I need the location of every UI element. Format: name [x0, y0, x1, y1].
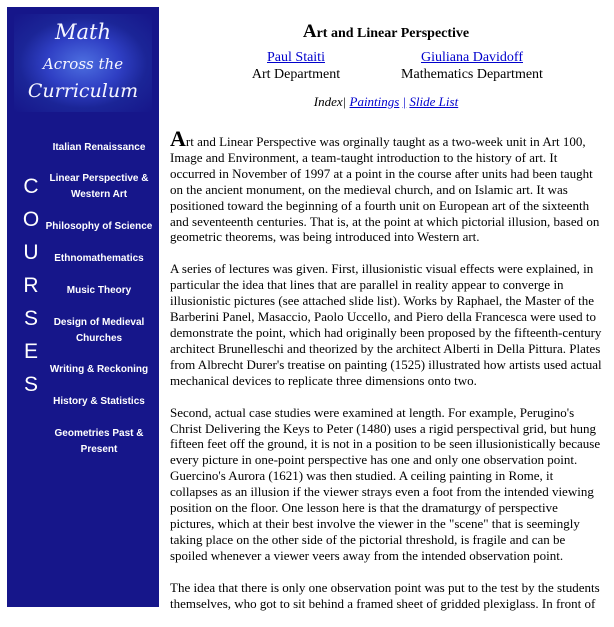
paragraph-4: The idea that there is only one observation point was put to the test by the students themselves, who got to sit behind a framed sheet of gridded plexiglass. In front of — [170, 579, 600, 611]
author-dept: Art Department — [251, 67, 341, 82]
title-initial: A — [302, 21, 317, 42]
author-name-link[interactable]: Paul Staiti — [267, 50, 325, 65]
author-davidoff — [382, 49, 562, 83]
courses-letter: C — [23, 175, 39, 198]
author-name-link[interactable]: Giuliana Davidoff — [421, 50, 523, 65]
nav-separator: | — [342, 94, 347, 109]
sidebar-item-philosophy-of-science[interactable]: Philosophy of Science — [45, 221, 153, 232]
math-across-curriculum-logo[interactable] — [14, 14, 152, 112]
courses-letter: S — [23, 373, 38, 396]
paragraph-3: Second, actual case studies were examined at length. For example, Perugino's Christ Delivering the Keys to Peter (1480) uses a rigid perspectival grid, but hung fifteen feet off the ground, it is not in a position to be seen illusionistically because every picture in one-point perspective has one and only one observation point. Guercino's Aurora (1621) was then studied. A ceiling painting in Rome, it collapses as an illusion if the viewer strays even a foot from the intended viewing position on the floor. One lesson here is that the dramaturgy of perspective pictures, which at their best involve the viewer in the "scene" that is seemingly taking place on the other side of the pictorial threshold, is fragile and can be spoiled whenever a viewer veers away from the intended observation point. — [170, 404, 601, 563]
title-text: rt and Linear Perspective — [316, 26, 470, 41]
article-body — [170, 126, 602, 611]
paragraph-1 — [170, 126, 602, 245]
sidebar-item-linear-perspective[interactable]: Linear Perspective & Western Art — [49, 173, 149, 200]
courses-letter: O — [22, 208, 40, 231]
paragraph-2: A series of lectures was given. First, illusionistic visual effects were explained, in particular the idea that lines that are parallel in reality appear to converge in illusionistic pictures (see attached slide list). Works by Raphael, the Master of the Barberini Panel, Masaccio, Paolo Uccello, and Piero della Francesca were used to demonstrate the point, which had originally been proposed by the fifteenth-century architect Brunelleschi and theorized by the architect Alberti in Della Pittura. Plates from Albrecht Durer's treatise on painting (1525) illustrated how artists used actual mechanical devices to replicate three dimensions onto two. — [170, 261, 602, 388]
courses-letter: R — [23, 274, 39, 297]
paragraph-1-text: rt and Linear Perspective was orginally taught as a two-week unit in Art 100, Image and Environment, a team-taught introduction to the history of art. It occurred in November of 1997 at a point in the course after units had been taught on the ancient monument, on the medieval church, and on Islamic art. It was positioned toward the beginning of a fourth unit on European art of the sixteenth and seventeenth centuries. That is, at the point at which pictorial illusion, based on geometric theorems, was being introduced into Western art. — [170, 134, 600, 245]
index-label: Index — [313, 94, 343, 109]
author-dept: Mathematics Department — [401, 67, 543, 82]
logo-line-2: Across the — [42, 55, 124, 73]
page-title — [170, 18, 602, 46]
main-content — [170, 18, 602, 627]
drop-cap: A — [170, 126, 186, 151]
courses-letter: E — [23, 340, 38, 363]
section-nav — [170, 91, 602, 113]
courses-letter: S — [23, 307, 38, 330]
slide-list-link[interactable]: Slide List — [409, 94, 459, 109]
sidebar-item-medieval-churches[interactable]: Design of Medieval Churches — [53, 317, 145, 344]
logo-line-3: Curriculum — [27, 80, 139, 102]
sidebar-item-ethnomathematics[interactable]: Ethnomathematics — [54, 253, 144, 264]
sidebar-item-geometries[interactable]: Geometries Past & Present — [54, 428, 144, 455]
sidebar-item-music-theory[interactable]: Music Theory — [66, 285, 132, 296]
sidebar-item-history-statistics[interactable]: History & Statistics — [53, 396, 145, 407]
logo-line-1: Math — [55, 20, 111, 44]
sidebar-item-writing-reckoning[interactable]: Writing & Reckoning — [49, 364, 149, 375]
author-staiti — [206, 49, 386, 83]
courses-letter: U — [23, 241, 39, 264]
nav-separator[interactable]: | — [402, 94, 407, 109]
courses-vertical-label — [19, 170, 43, 401]
sidebar-item-italian-renaissance[interactable]: Italian Renaissance — [52, 142, 146, 153]
authors-block — [170, 46, 602, 86]
paintings-link[interactable]: Paintings — [349, 94, 400, 109]
